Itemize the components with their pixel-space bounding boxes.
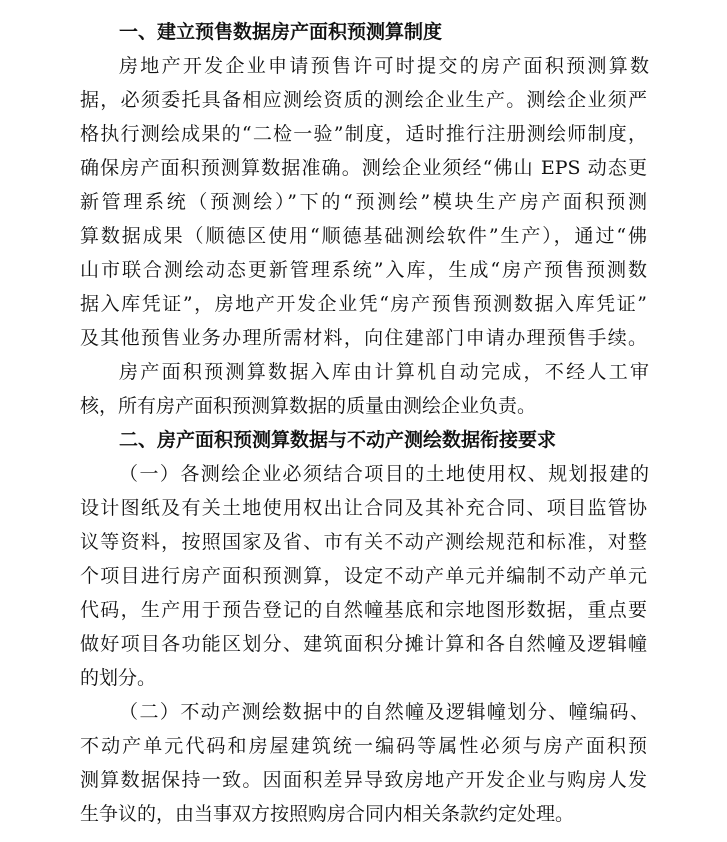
section-2-paragraph-1-line: 个项目进行房产面积预测算，设定不动产单元并编制不动产单元	[80, 565, 647, 587]
section-2-paragraph-2-line: 测算数据保持一致。因面积差异导致房地产开发企业与购房人发	[80, 769, 647, 791]
section-2-paragraph-1-line: 做好项目各功能区划分、建筑面积分摊计算和各自然幢及逻辑幢	[80, 633, 647, 655]
section-1-paragraph-1-line: 格执行测绘成果的“二检一验”制度，适时推行注册测绘师制度，	[80, 123, 647, 145]
section-1-paragraph-1-line: 房地产开发企业申请预售许可时提交的房产面积预测算数	[119, 55, 649, 77]
section-1-paragraph-2-line: 核，所有房产面积预测算数据的质量由测绘企业负责。	[80, 395, 537, 417]
section-1-paragraph-2-line: 房产面积预测算数据入库由计算机自动完成，不经人工审	[119, 361, 649, 383]
section-2-paragraph-1-line: （一）各测绘企业必须结合项目的土地使用权、规划报建的	[119, 463, 649, 485]
section-1-paragraph-1-line: 据入库凭证”，房地产开发企业凭“房产预售预测数据入库凭证”	[80, 293, 647, 315]
section-1-paragraph-1-line: 新管理系统（预测绘）”下的“预测绘”模块生产房产面积预测	[80, 191, 647, 213]
section-1-paragraph-1-line: 据，必须委托具备相应测绘资质的测绘企业生产。测绘企业须严	[80, 89, 647, 111]
section-2-paragraph-2-line: 生争议的，由当事双方按照购房合同内相关条款约定处理。	[80, 803, 575, 825]
section-1-paragraph-1-line: 算数据成果（顺德区使用“顺德基础测绘软件”生产），通过“佛	[80, 225, 647, 247]
section-2-paragraph-1-line: 的划分。	[80, 667, 157, 689]
section-2-paragraph-1-line: 设计图纸及有关土地使用权出让合同及其补充合同、项目监管协	[80, 497, 647, 519]
section-2-paragraph-2-line: （二）不动产测绘数据中的自然幢及逻辑幢划分、幢编码、	[119, 701, 649, 723]
section-2-paragraph-1-line: 代码，生产用于预告登记的自然幢基底和宗地图形数据，重点要	[80, 599, 647, 621]
section-2-paragraph-1-line: 议等资料，按照国家及省、市有关不动产测绘规范和标准，对整	[80, 531, 647, 553]
section-1-paragraph-1-line: 确保房产面积预测算数据准确。测绘企业须经“佛山 EPS 动态更	[80, 157, 647, 179]
section-2-paragraph-2-line: 不动产单元代码和房屋建筑统一编码等属性必须与房产面积预	[80, 735, 647, 757]
section-2-heading: 二、房产面积预测算数据与不动产测绘数据衔接要求	[119, 429, 557, 451]
section-1-paragraph-1-line: 山市联合测绘动态更新管理系统”入库，生成“房产预售预测数	[80, 259, 647, 281]
section-1-heading: 一、建立预售数据房产面积预测算制度	[119, 21, 443, 43]
section-1-paragraph-1-line: 及其他预售业务办理所需材料，向住建部门申请办理预售手续。	[80, 327, 647, 349]
